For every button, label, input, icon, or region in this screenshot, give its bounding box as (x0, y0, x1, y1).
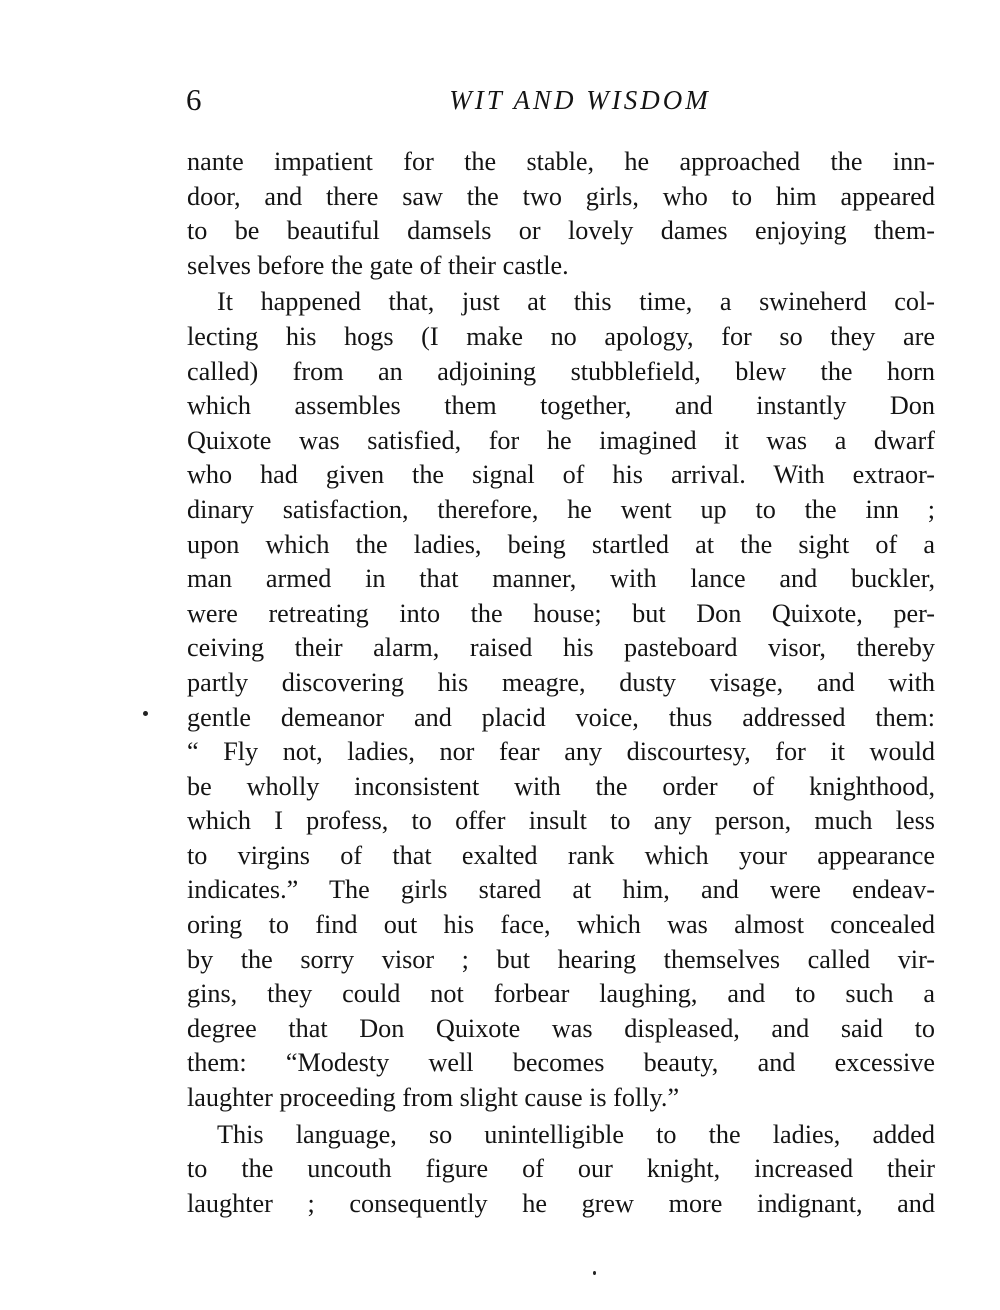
text-line: degree that Don Quixote was displeased, and said to (187, 1013, 935, 1043)
text-line: selves before the gate of their castle. (187, 250, 569, 280)
text-line: nante impatient for the stable, he approached the inn- (187, 147, 935, 176)
paragraph-2 (187, 285, 935, 1115)
running-title: WIT AND WISDOM (449, 85, 711, 115)
scan-speck (143, 711, 148, 716)
text-line: to be beautiful damsels or lovely dames enjoying them- (187, 216, 935, 246)
text-line: which I profess, to offer insult to any person, much less (187, 806, 935, 836)
text-line: laughter ; consequently he grew more indignant, and (187, 1188, 935, 1218)
text-line: who had given the signal of his arrival. With extraor- (187, 460, 935, 490)
text-line: oring to find out his face, which was almost concealed (187, 910, 935, 940)
running-head (186, 80, 934, 120)
text-line: man armed in that manner, with lance and buckler, (187, 564, 935, 594)
text-line: which assembles them together, and instantly Don (187, 391, 935, 421)
text-line: Quixote was satisfied, for he imagined it was a dwarf (187, 425, 935, 455)
body-text (187, 145, 935, 1221)
scan-speck (593, 1271, 596, 1275)
text-line: gentle demeanor and placid voice, thus addressed them: (187, 702, 935, 732)
text-line: It happened that, just at this time, a swineherd col- (217, 287, 935, 317)
text-line: were retreating into the house; but Don Quixote, per- (187, 598, 935, 628)
text-line: upon which the ladies, being startled at the sight of a (187, 529, 935, 559)
text-line: called) from an adjoining stubblefield, blew the horn (187, 356, 935, 386)
text-line: This language, so unintelligible to the ladies, added (217, 1119, 935, 1149)
text-line: to the uncouth figure of our knight, increased their (187, 1154, 935, 1184)
text-line: to virgins of that exalted rank which your appearance (187, 840, 935, 870)
text-line: dinary satisfaction, therefore, he went up to the inn ; (187, 494, 935, 524)
text-line: ceiving their alarm, raised his pasteboard visor, thereby (187, 633, 935, 663)
text-line: door, and there saw the two girls, who to him appeared (187, 181, 935, 211)
text-line: partly discovering his meagre, dusty visage, and with (187, 667, 935, 697)
page-number: 6 (186, 82, 202, 117)
text-line: “ Fly not, ladies, nor fear any discourtesy, for it would (187, 737, 935, 767)
text-line: gins, they could not forbear laughing, and to such a (187, 979, 935, 1009)
paragraph-1 (187, 145, 935, 283)
text-line: them: “Modesty well becomes beauty, and excessive (187, 1048, 935, 1078)
paragraph-3 (187, 1118, 935, 1222)
text-line: be wholly inconsistent with the order of knighthood, (187, 771, 935, 801)
text-line: by the sorry visor ; but hearing themselves called vir- (187, 944, 935, 974)
text-line: lecting his hogs (I make no apology, for so they are (187, 321, 935, 351)
text-line: laughter proceeding from slight cause is folly.” (187, 1083, 680, 1113)
text-line: indicates.” The girls stared at him, and were endeav- (187, 875, 935, 905)
